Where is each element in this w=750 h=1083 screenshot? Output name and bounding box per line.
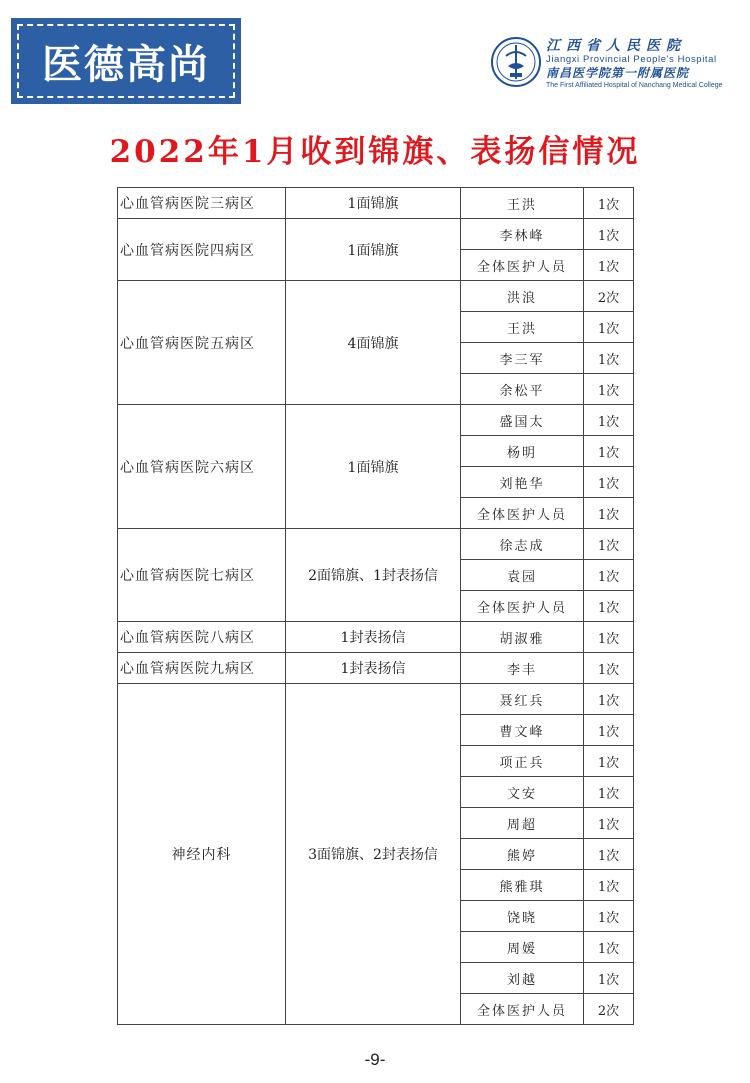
table-row xyxy=(118,684,634,715)
person-cell: 熊雅琪 xyxy=(461,870,584,901)
awards-table-body xyxy=(118,188,634,1025)
person-cell: 徐志成 xyxy=(461,529,584,560)
count-cell: 1次 xyxy=(584,467,634,498)
person-cell: 洪浪 xyxy=(461,281,584,312)
count-cell: 1次 xyxy=(584,653,634,684)
person-cell: 周超 xyxy=(461,808,584,839)
awards-cell: 1封表扬信 xyxy=(286,653,461,684)
table-row xyxy=(118,653,634,684)
person-cell: 杨明 xyxy=(461,436,584,467)
count-cell: 1次 xyxy=(584,591,634,622)
affiliation-cn: 南昌医学院第一附属医院 xyxy=(546,66,690,80)
section-badge xyxy=(11,18,241,104)
count-cell: 1次 xyxy=(584,901,634,932)
count-cell: 1次 xyxy=(584,808,634,839)
person-cell: 曹文峰 xyxy=(461,715,584,746)
count-cell: 1次 xyxy=(584,188,634,219)
person-cell: 李林峰 xyxy=(461,219,584,250)
table-row xyxy=(118,281,634,312)
count-cell: 2次 xyxy=(584,994,634,1025)
count-cell: 1次 xyxy=(584,219,634,250)
person-cell: 胡淑雅 xyxy=(461,622,584,653)
page-title: 2022年1月收到锦旗、表扬信情况 xyxy=(109,134,641,170)
person-cell: 全体医护人员 xyxy=(461,994,584,1025)
count-cell: 1次 xyxy=(584,777,634,808)
count-cell: 1次 xyxy=(584,746,634,777)
count-cell: 1次 xyxy=(584,622,634,653)
count-cell: 1次 xyxy=(584,715,634,746)
count-cell: 1次 xyxy=(584,498,634,529)
awards-cell: 4面锦旗 xyxy=(286,281,461,405)
hospital-logo xyxy=(490,36,740,92)
department-cell: 心血管病医院三病区 xyxy=(118,188,286,219)
badge-label: 医德高尚 xyxy=(42,41,210,88)
person-cell: 刘越 xyxy=(461,963,584,994)
person-cell: 李丰 xyxy=(461,653,584,684)
department-cell: 心血管病医院六病区 xyxy=(118,405,286,529)
person-cell: 全体医护人员 xyxy=(461,498,584,529)
person-cell: 全体医护人员 xyxy=(461,591,584,622)
person-cell: 聂红兵 xyxy=(461,684,584,715)
awards-cell: 3面锦旗、2封表扬信 xyxy=(286,684,461,1025)
count-cell: 1次 xyxy=(584,932,634,963)
department-cell: 心血管病医院九病区 xyxy=(118,653,286,684)
person-cell: 全体医护人员 xyxy=(461,250,584,281)
department-cell: 心血管病医院八病区 xyxy=(118,622,286,653)
count-cell: 1次 xyxy=(584,405,634,436)
person-cell: 王洪 xyxy=(461,188,584,219)
count-cell: 2次 xyxy=(584,281,634,312)
count-cell: 1次 xyxy=(584,312,634,343)
department-cell: 心血管病医院七病区 xyxy=(118,529,286,622)
awards-cell: 2面锦旗、1封表扬信 xyxy=(286,529,461,622)
person-cell: 王洪 xyxy=(461,312,584,343)
table-row xyxy=(118,622,634,653)
person-cell: 袁园 xyxy=(461,560,584,591)
affiliation-en: The First Affiliated Hospital of Nanchang Medical College xyxy=(546,82,723,89)
person-cell: 熊婷 xyxy=(461,839,584,870)
count-cell: 1次 xyxy=(584,529,634,560)
awards-cell: 1面锦旗 xyxy=(286,219,461,281)
person-cell: 李三军 xyxy=(461,343,584,374)
person-cell: 项正兵 xyxy=(461,746,584,777)
table-row xyxy=(118,529,634,560)
count-cell: 1次 xyxy=(584,560,634,591)
awards-cell: 1面锦旗 xyxy=(286,405,461,529)
person-cell: 饶晓 xyxy=(461,901,584,932)
department-cell: 神经内科 xyxy=(118,684,286,1025)
person-cell: 盛国太 xyxy=(461,405,584,436)
page-number: -9- xyxy=(364,1050,386,1069)
count-cell: 1次 xyxy=(584,436,634,467)
hospital-name-cn: 江西省人民医院 xyxy=(546,38,686,54)
count-cell: 1次 xyxy=(584,870,634,901)
awards-table xyxy=(117,187,634,1025)
hospital-emblem-icon xyxy=(490,36,542,88)
count-cell: 1次 xyxy=(584,963,634,994)
count-cell: 1次 xyxy=(584,374,634,405)
count-cell: 1次 xyxy=(584,343,634,374)
table-row xyxy=(118,405,634,436)
person-cell: 文安 xyxy=(461,777,584,808)
count-cell: 1次 xyxy=(584,839,634,870)
badge-dashed-frame xyxy=(17,24,235,98)
count-cell: 1次 xyxy=(584,684,634,715)
person-cell: 刘艳华 xyxy=(461,467,584,498)
awards-cell: 1面锦旗 xyxy=(286,188,461,219)
person-cell: 余松平 xyxy=(461,374,584,405)
department-cell: 心血管病医院四病区 xyxy=(118,219,286,281)
department-cell: 心血管病医院五病区 xyxy=(118,281,286,405)
count-cell: 1次 xyxy=(584,250,634,281)
table-row xyxy=(118,219,634,250)
awards-cell: 1封表扬信 xyxy=(286,622,461,653)
table-row xyxy=(118,188,634,219)
person-cell: 周媛 xyxy=(461,932,584,963)
hospital-name-en: Jiangxi Provincial People's Hospital xyxy=(546,54,717,65)
